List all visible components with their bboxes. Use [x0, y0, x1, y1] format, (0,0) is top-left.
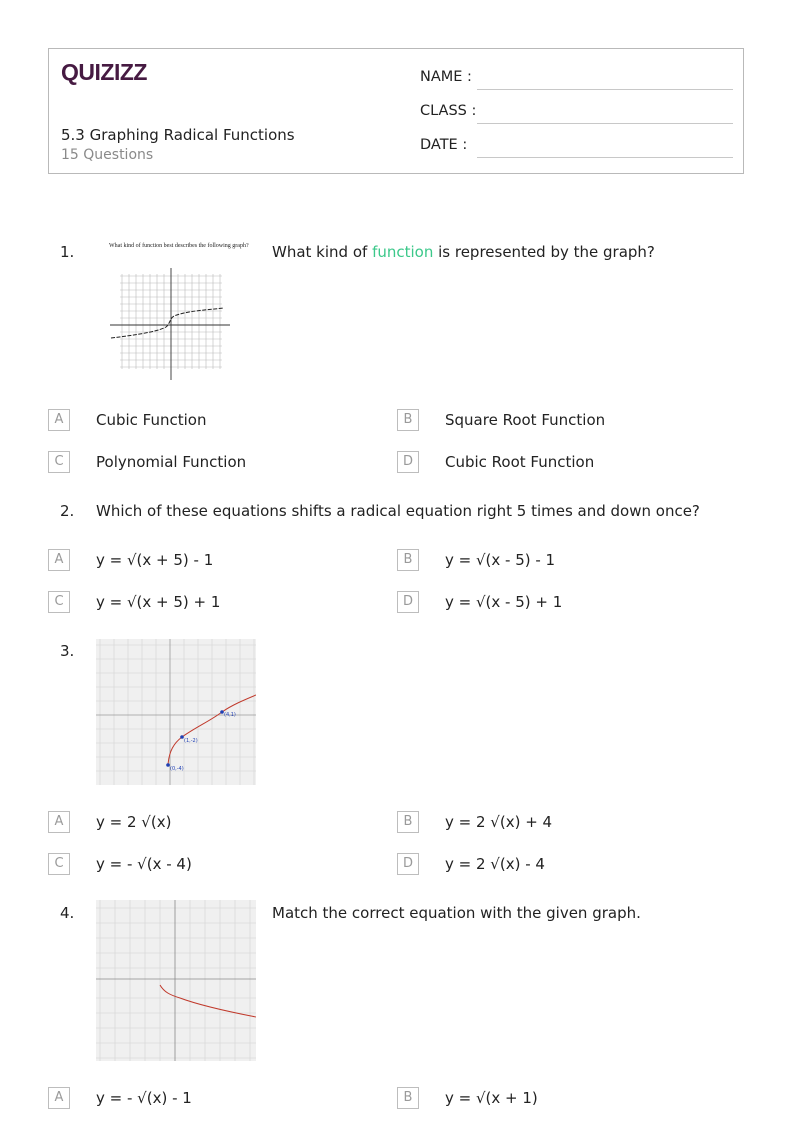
question-1-text: What kind of function is represented by the graph? — [272, 243, 655, 261]
class-label: CLASS : — [420, 103, 477, 119]
q1-graph-caption: What kind of function best describes the following graph? — [109, 243, 249, 249]
q4-option-b-letter[interactable]: B — [397, 1087, 419, 1109]
q2-option-d-letter[interactable]: D — [397, 591, 419, 613]
q3-option-c-letter[interactable]: C — [48, 853, 70, 875]
highlighted-word: function — [372, 243, 434, 261]
q4-option-b[interactable]: y = √(x + 1) — [445, 1089, 538, 1107]
class-field-line[interactable] — [477, 123, 733, 124]
question-3-graph — [96, 639, 256, 785]
q3-option-d-letter[interactable]: D — [397, 853, 419, 875]
question-1-graph — [106, 238, 256, 384]
q3-point-label-2: (1,-2) — [184, 738, 198, 744]
name-label: NAME : — [420, 69, 472, 85]
logo-text: QUIZIZZ — [61, 59, 147, 85]
q1-option-b-letter[interactable]: B — [397, 409, 419, 431]
q2-option-b[interactable]: y = √(x - 5) - 1 — [445, 551, 556, 569]
quizizz-logo — [61, 59, 153, 85]
q1-option-d[interactable]: Cubic Root Function — [445, 453, 595, 471]
q3-point-label-1: (4,1) — [224, 712, 236, 718]
question-1-number: 1. — [60, 243, 75, 261]
worksheet-header — [48, 48, 744, 174]
name-field-line[interactable] — [477, 89, 733, 90]
question-4-graph — [96, 900, 256, 1061]
q2-option-d[interactable]: y = √(x - 5) + 1 — [445, 593, 563, 611]
q3-option-c[interactable]: y = - √(x - 4) — [96, 855, 192, 873]
worksheet-title: 5.3 Graphing Radical Functions — [61, 126, 295, 144]
q3-option-a[interactable]: y = 2 √(x) — [96, 813, 172, 831]
question-4-number: 4. — [60, 904, 75, 922]
question-3-number: 3. — [60, 642, 75, 660]
q4-option-a[interactable]: y = - √(x) - 1 — [96, 1089, 192, 1107]
question-2-text: Which of these equations shifts a radical equation right 5 times and down once? — [96, 502, 700, 520]
q1-option-a[interactable]: Cubic Function — [96, 411, 207, 429]
date-field-line[interactable] — [477, 157, 733, 158]
q2-option-b-letter[interactable]: B — [397, 549, 419, 571]
question-4-text: Match the correct equation with the given graph. — [272, 904, 641, 922]
q2-option-a-letter[interactable]: A — [48, 549, 70, 571]
q1-option-c-letter[interactable]: C — [48, 451, 70, 473]
q2-option-c[interactable]: y = √(x + 5) + 1 — [96, 593, 221, 611]
q2-option-a[interactable]: y = √(x + 5) - 1 — [96, 551, 214, 569]
question-2-number: 2. — [60, 502, 75, 520]
question-count: 15 Questions — [61, 147, 154, 163]
date-label: DATE : — [420, 137, 468, 153]
q1-option-a-letter[interactable]: A — [48, 409, 70, 431]
q3-option-a-letter[interactable]: A — [48, 811, 70, 833]
q4-option-a-letter[interactable]: A — [48, 1087, 70, 1109]
q3-option-d[interactable]: y = 2 √(x) - 4 — [445, 855, 545, 873]
q1-option-c[interactable]: Polynomial Function — [96, 453, 247, 471]
q3-option-b-letter[interactable]: B — [397, 811, 419, 833]
q3-point-label-3: (0,-4) — [170, 766, 184, 772]
q2-option-c-letter[interactable]: C — [48, 591, 70, 613]
q3-option-b[interactable]: y = 2 √(x) + 4 — [445, 813, 553, 831]
q1-option-d-letter[interactable]: D — [397, 451, 419, 473]
q1-option-b[interactable]: Square Root Function — [445, 411, 606, 429]
